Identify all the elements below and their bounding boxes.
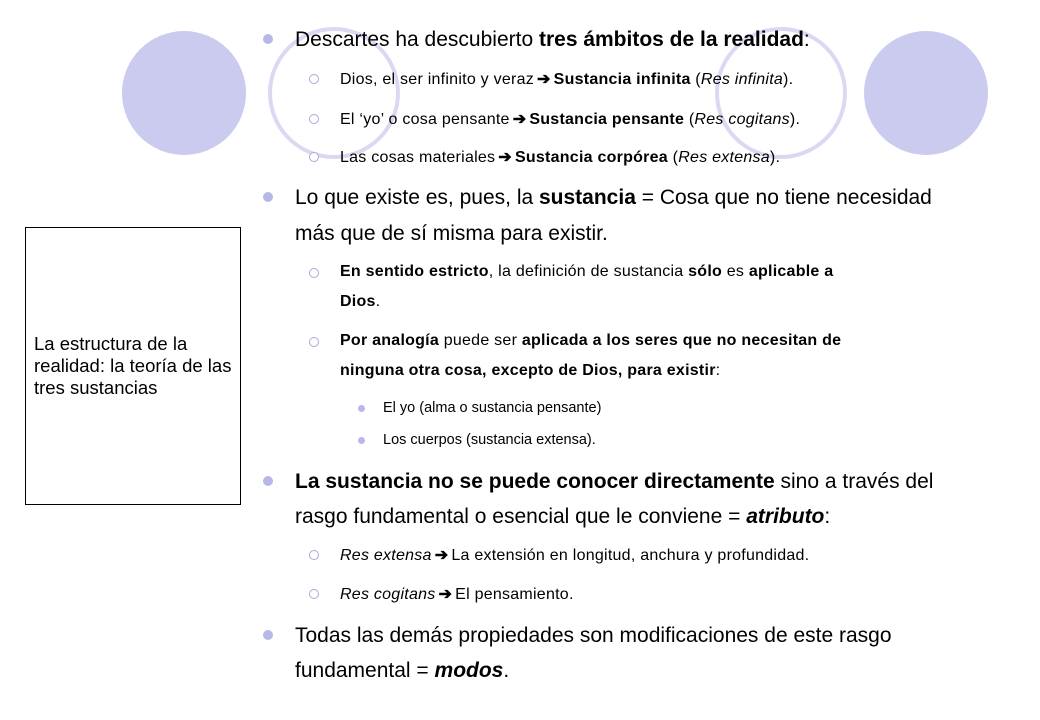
arrow-icon: ➔ <box>512 111 527 128</box>
sub-strict-sense-line2: Dios. <box>340 293 381 310</box>
bullet-l1 <box>263 476 273 486</box>
sub-res-extensa: Res extensa ➔ La extensión en longitud, anchura y profundidad. <box>340 547 810 564</box>
sub-strict-sense-line1: En sentido estricto, la definición de sustancia sólo es aplicable a <box>340 263 834 280</box>
bullet-l2 <box>309 114 319 124</box>
sub-analogy-line2: ninguna otra cosa, excepto de Dios, para existir: <box>340 362 721 379</box>
bullet-l1 <box>263 34 273 44</box>
sub-item-thinking: El ‘yo’ o cosa pensante ➔ Sustancia pensante (Res cogitans). <box>340 111 801 128</box>
bullet-l2 <box>309 337 319 347</box>
arrow-icon: ➔ <box>434 547 449 564</box>
bullet-l2 <box>309 74 319 84</box>
list-item-soul: El yo (alma o sustancia pensante) <box>383 400 602 416</box>
sub-analogy-line1: Por analogía puede ser aplicada a los seres que no necesitan de <box>340 332 842 349</box>
point-modes-line1: Todas las demás propiedades son modificaciones de este rasgo <box>295 624 892 647</box>
sub-item-corporeal: Las cosas materiales ➔ Sustancia corpórea (Res extensa). <box>340 149 781 166</box>
sub-item-infinite: Dios, el ser infinito y veraz ➔ Sustancia infinita (Res infinita). <box>340 71 794 88</box>
bullet-l1 <box>263 630 273 640</box>
arrow-icon: ➔ <box>536 71 551 88</box>
bullet-l3 <box>358 437 365 444</box>
slide-title: La estructura de la realidad: la teoría de las tres sustancias <box>34 333 232 398</box>
list-item-bodies: Los cuerpos (sustancia extensa). <box>383 432 596 448</box>
arrow-icon: ➔ <box>498 149 512 166</box>
point-attribute-line2: rasgo fundamental o esencial que le conviene = atributo: <box>295 505 831 528</box>
point-modes-line2: fundamental = modos. <box>295 659 510 682</box>
point-attribute-line1: La sustancia no se puede conocer directamente sino a través del <box>295 470 934 493</box>
bullet-l1 <box>263 192 273 202</box>
bullet-l3 <box>358 405 365 412</box>
arrow-icon: ➔ <box>438 586 453 603</box>
bullet-l2 <box>309 550 319 560</box>
point-substance-line2: más que de sí misma para existir. <box>295 222 608 245</box>
point-three-realms: Descartes ha descubierto tres ámbitos de la realidad: <box>295 28 810 51</box>
bullet-l2 <box>309 589 319 599</box>
point-substance-line1: Lo que existe es, pues, la sustancia = Cosa que no tiene necesidad <box>295 186 932 209</box>
sub-res-cogitans: Res cogitans ➔ El pensamiento. <box>340 586 574 603</box>
bullet-l2 <box>309 268 319 278</box>
bullet-l2 <box>309 152 319 162</box>
